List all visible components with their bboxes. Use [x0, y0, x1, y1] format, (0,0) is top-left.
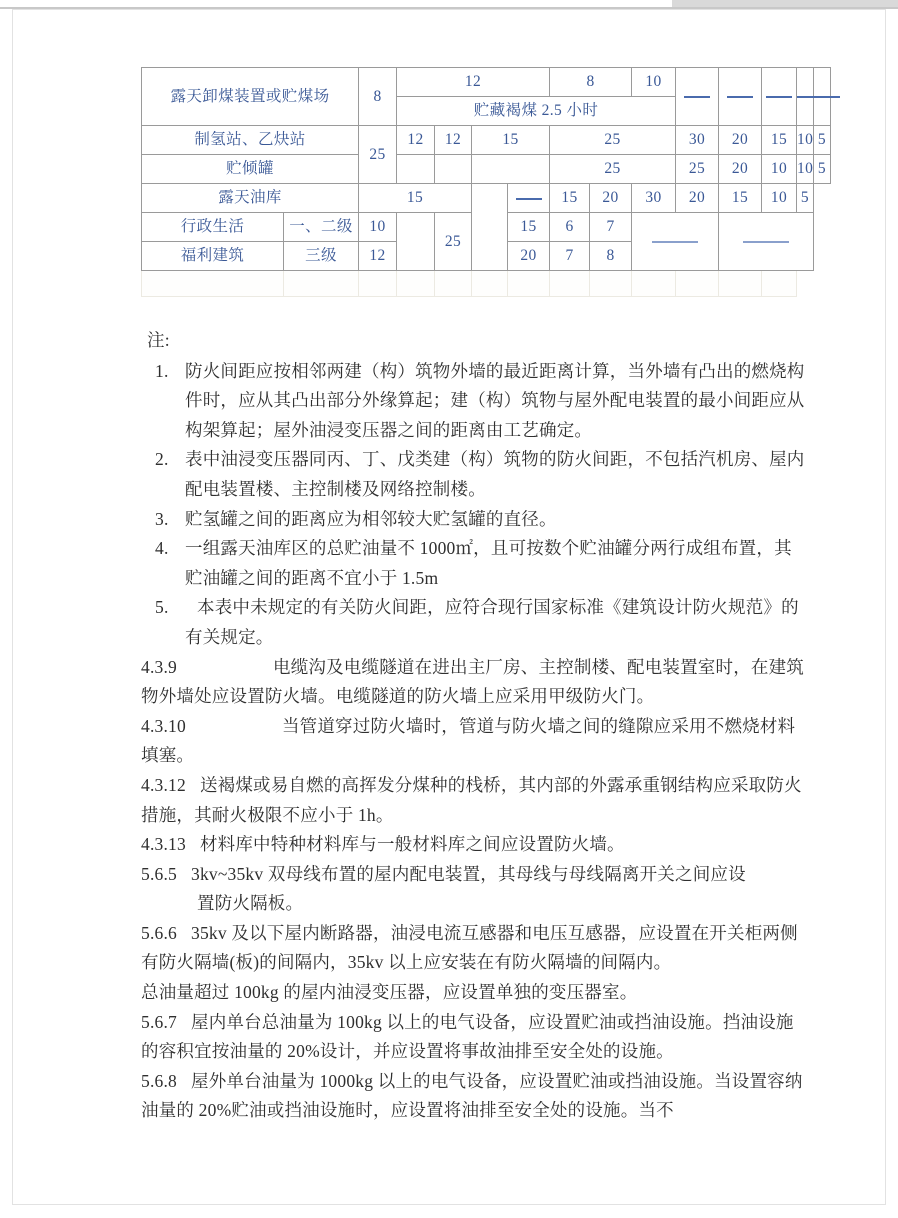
cell-coal-c5-dash: [676, 68, 719, 126]
cell-hydrogen-c1: 25: [359, 126, 397, 184]
cell-coal-c9-dash: [814, 68, 831, 126]
dash-mark: [727, 96, 753, 98]
table-row: [142, 68, 831, 97]
clause-lead: 3kv~35kv 双母线布置的屋内配电装置，其母线与母线隔离开关之间应设: [191, 863, 746, 884]
cell-tank-c7: 20: [719, 155, 762, 184]
empty-cell: [472, 271, 508, 297]
empty-cell: [435, 271, 472, 297]
empty-cell: [142, 271, 284, 297]
clause-tag: 5.6.5: [141, 863, 177, 884]
cell-tank-blank1: [397, 155, 435, 184]
clause-lead: 35kv 及以下屋内断路器，油浸电流互感器和电压互感器，应设置在开关: [191, 922, 745, 943]
clause-tag: 4.3.10: [141, 715, 186, 736]
cell-coal-note: 贮藏褐煤 2.5 小时: [397, 97, 676, 126]
clause-lead: 当管道穿过防火墙时，管道与防火墙之间的缝隙应采用不燃烧: [281, 715, 760, 736]
cell-oil-c7: 30: [632, 184, 676, 213]
cell-oil-c6: 20: [590, 184, 632, 213]
clause-4-3-12: [141, 771, 805, 830]
cell-admin-c4: 6: [550, 213, 590, 242]
clause-rest: 当设置容纳油量的 20%贮油或挡油设施时，应设置将油排至安全处的设施。当不: [141, 1070, 803, 1121]
notes-list: [141, 357, 805, 653]
row-label-admin: 行政生活: [142, 213, 284, 242]
row-grade-admin: 一、二级: [284, 213, 359, 242]
clause-rest: 置防火隔板。: [197, 893, 304, 914]
cell-admin-c7-dash: [719, 213, 814, 271]
empty-cell: [397, 271, 435, 297]
clause-tag: 4.3.12: [141, 774, 186, 795]
cell-tank-c6: 25: [676, 155, 719, 184]
note-number: 5.: [155, 597, 169, 618]
cell-hydrogen-c7: 20: [719, 126, 762, 155]
table-row: [142, 184, 831, 213]
empty-cell: [719, 271, 762, 297]
dash-mark: [743, 241, 789, 243]
clause-5-6-7: [141, 1008, 805, 1067]
cell-admin-c6-dash: [632, 213, 719, 271]
cell-admin-blank: [397, 213, 435, 271]
note-text: 防火间距应按相邻两建（构）筑物外墙的最近距离计算，当外墙有凸出的燃烧构件时，应从其凸出部分外缘算起；建（构）筑物与屋外配电装置的最小间距应从构架算起；屋外油浸变压器之间的距离由工艺确定。: [185, 360, 805, 440]
cell-welfare-c3: 20: [508, 242, 550, 271]
fire-distance-table: [141, 67, 831, 297]
empty-cell: [508, 271, 550, 297]
document-page: [12, 9, 886, 1205]
cell-oil-blank: [472, 184, 508, 271]
cell-admin-c1: 10: [359, 213, 397, 242]
cell-tank-c8: 10: [762, 155, 797, 184]
clause-tag: 5.6.7: [141, 1011, 177, 1032]
empty-cell: [590, 271, 632, 297]
cell-hydrogen-c9: 10: [797, 126, 814, 155]
note-number: 1.: [155, 360, 169, 381]
note-number: 2.: [155, 449, 169, 470]
row-label-welfare: 福利建筑: [142, 242, 284, 271]
clause-tag: 4.3.13: [141, 834, 186, 855]
cell-tank-blank2: [435, 155, 472, 184]
clause-lead: 电缆沟及电缆隧道在进出主厂房、主控制楼、配电装置室时，: [273, 656, 751, 677]
cell-hydrogen-c8: 15: [762, 126, 797, 155]
clause-tag: 4.3.9: [141, 656, 177, 677]
empty-cell: [676, 271, 719, 297]
dash-mark: [766, 96, 792, 98]
cell-oil-c10: 10: [762, 184, 797, 213]
cell-oil-c9: 15: [719, 184, 762, 213]
clause-lead: 屋外单台油量为 1000kg 以上的电气设备，应设置贮油或挡油设施。: [191, 1070, 715, 1091]
clause-lead: 送褐煤或易自燃的高挥发分煤种的栈桥，其内部的外露承重钢结构应采: [199, 774, 749, 795]
clause-rest: 柜两侧有防火隔墙(板)的间隔内，35kv 以上应安装在有防火隔墙的间隔内。: [141, 922, 798, 973]
clause-4-3-10: [141, 712, 805, 771]
dash-mark: [516, 198, 542, 200]
row-label-coal: 露天卸煤装置或贮煤场: [142, 68, 359, 126]
cell-hydrogen-c10: 5: [814, 126, 831, 155]
cell-hydrogen-c4: 15: [472, 126, 550, 155]
note-item: [141, 505, 805, 535]
cell-welfare-c5: 8: [590, 242, 632, 271]
cell-coal-c2: 12: [397, 68, 550, 97]
cell-coal-c3: 8: [550, 68, 632, 97]
cell-admin-c5: 7: [590, 213, 632, 242]
empty-cell: [284, 271, 359, 297]
note-item: [141, 534, 805, 593]
document-body: [141, 326, 805, 1126]
cell-coal-c7-dash: [762, 68, 797, 126]
clause-lead: 总油量超过 100kg 的屋内油浸变压器，应设置单独的变压器室。: [141, 982, 638, 1003]
empty-cell: [550, 271, 590, 297]
clause-5-6-6: [141, 919, 805, 978]
note-text: 本表中未规定的有关防火间距，应符合现行国家标准《建筑设计防火规范》的有关规定。: [185, 597, 799, 647]
fire-distance-table-container: [141, 67, 831, 297]
cell-hydrogen-c2: 12: [397, 126, 435, 155]
note-text: 表中油浸变压器同丙、丁、戊类建（构）筑物的防火间距，不包括汽机房、屋内配电装置楼、主控制楼及网络控制楼。: [185, 449, 805, 499]
clause-extra-transformer: [141, 978, 805, 1008]
cell-hydrogen-c6: 30: [676, 126, 719, 155]
empty-cell: [762, 271, 797, 297]
clause-5-6-5: [141, 860, 805, 919]
cell-oil-c1: 15: [359, 184, 472, 213]
cell-coal-c1: 8: [359, 68, 397, 126]
row-label-oil-depot: 露天油库: [142, 184, 359, 213]
row-label-hydrogen: 制氢站、乙炔站: [142, 126, 359, 155]
clause-tag: 5.6.8: [141, 1070, 177, 1091]
cell-tank-c10: 5: [814, 155, 831, 184]
note-number: 4.: [155, 538, 169, 559]
cell-hydrogen-c3: 12: [435, 126, 472, 155]
cell-welfare-c1: 12: [359, 242, 397, 271]
cell-hydrogen-c5: 25: [550, 126, 676, 155]
clause-tag: 5.6.6: [141, 922, 177, 943]
note-text: 一组露天油库区的总贮油量不 1000㎡，且可按数个贮油罐分两行成组布置，其贮油罐之间的距离不宜小于 1.5m: [185, 538, 792, 588]
cell-coal-c6-dash: [719, 68, 762, 126]
table-row: [142, 155, 831, 184]
scroll-strip[interactable]: [672, 0, 898, 7]
note-item: [141, 357, 805, 446]
cell-oil-c5: 15: [550, 184, 590, 213]
cell-tank-c9: 10: [797, 155, 814, 184]
table-row: [142, 126, 831, 155]
clause-rest: 挡油设施的容积宜按油量的 20%设计，并应设置将事故油排至安全处的设施。: [141, 1011, 794, 1062]
clause-lead: 屋内单台总油量为 100kg 以上的电气设备，应设置贮油或挡油设施。: [191, 1011, 723, 1032]
clause-5-6-8: [141, 1067, 805, 1126]
note-number: 3.: [155, 508, 169, 529]
cell-oil-c4-dash: [508, 184, 550, 213]
cell-admin-c2: 25: [435, 213, 472, 271]
row-grade-welfare: 三级: [284, 242, 359, 271]
clause-rest: 材料填塞。: [141, 715, 796, 766]
clause-4-3-9: [141, 653, 805, 712]
note-item: [141, 593, 805, 652]
clause-rest: 在建筑物外墙处应设置防火墙。电缆隧道的防火墙上应采用甲级防火门。: [141, 656, 805, 707]
cell-oil-c8: 20: [676, 184, 719, 213]
clause-4-3-13: [141, 830, 805, 860]
clause-lead: 材料库中特种材料库与一般材料库之间应设置防火墙。: [199, 834, 625, 855]
table-row-empty: [142, 271, 831, 297]
clause-rest: 取防火措施，其耐火极限不应小于 1h。: [141, 774, 802, 825]
empty-cell: [632, 271, 676, 297]
note-item: [141, 445, 805, 504]
dash-mark: [814, 96, 840, 98]
note-text: 贮氢罐之间的距离应为相邻较大贮氢罐的直径。: [185, 508, 557, 529]
cell-coal-c8-dash: [797, 68, 814, 126]
cell-oil-c11: 5: [797, 184, 814, 213]
row-label-tank: 贮倾罐: [142, 155, 359, 184]
cell-tank-blank3: [472, 155, 550, 184]
dash-mark: [684, 96, 710, 98]
cell-tank-c5: 25: [550, 155, 676, 184]
cell-coal-c4: 10: [632, 68, 676, 97]
notes-heading: 注:: [147, 330, 170, 350]
cell-admin-c3: 15: [508, 213, 550, 242]
cell-welfare-c4: 7: [550, 242, 590, 271]
dash-mark: [652, 241, 698, 243]
empty-cell: [359, 271, 397, 297]
